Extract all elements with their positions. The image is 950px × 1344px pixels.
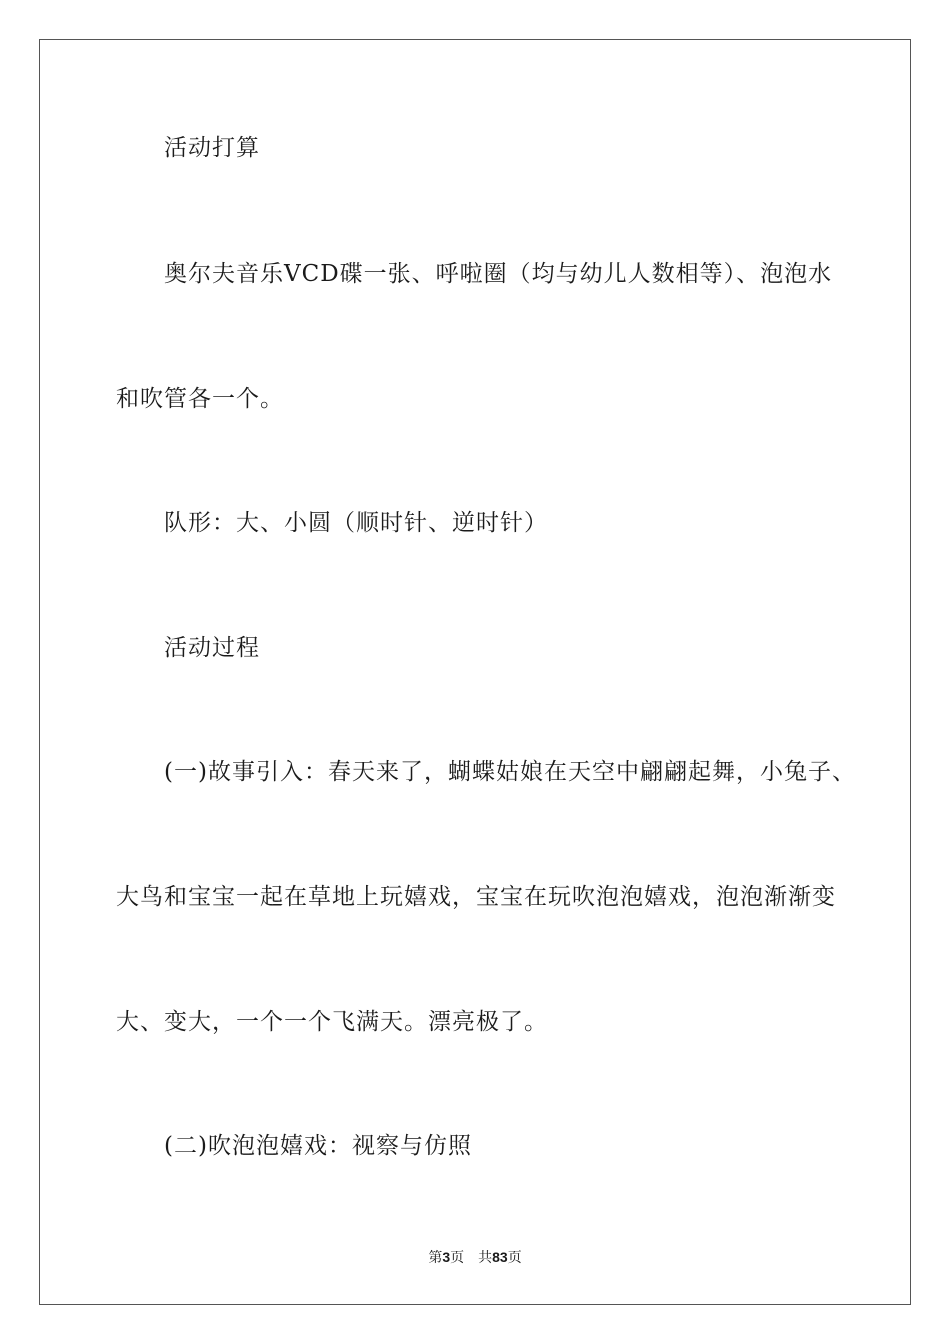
footer-total-pages: 83 — [492, 1249, 508, 1265]
paragraph-story-line-1: (一)故事引入：春天来了，蝴蝶姑娘在天空中翩翩起舞，小兔子、 — [164, 759, 856, 785]
paragraph-materials-line-1: 奥尔夫音乐VCD碟一张、呼啦圈（均与幼儿人数相等）、泡泡水 — [164, 261, 833, 287]
page-footer — [0, 1247, 950, 1268]
footer-page-number: 3 — [442, 1249, 451, 1265]
footer-total-prefix: 共 — [478, 1250, 493, 1266]
footer-total-suffix: 页 — [507, 1250, 522, 1266]
footer-page-prefix: 第 — [428, 1250, 443, 1266]
paragraph-materials-line-2: 和吹管各一个。 — [116, 386, 284, 412]
page-border — [39, 39, 911, 1305]
paragraph-bubble-game: (二)吹泡泡嬉戏：视察与仿照 — [164, 1133, 472, 1159]
heading-activity-process: 活动过程 — [164, 635, 260, 661]
paragraph-story-line-2: 大鸟和宝宝一起在草地上玩嬉戏，宝宝在玩吹泡泡嬉戏，泡泡渐渐变 — [116, 884, 836, 910]
paragraph-formation: 队形：大、小圆（顺时针、逆时针） — [164, 510, 548, 536]
footer-page-suffix: 页 — [450, 1250, 465, 1266]
heading-activity-preparation: 活动打算 — [164, 135, 260, 161]
paragraph-story-line-3: 大、变大，一个一个飞满天。漂亮极了。 — [116, 1009, 548, 1035]
